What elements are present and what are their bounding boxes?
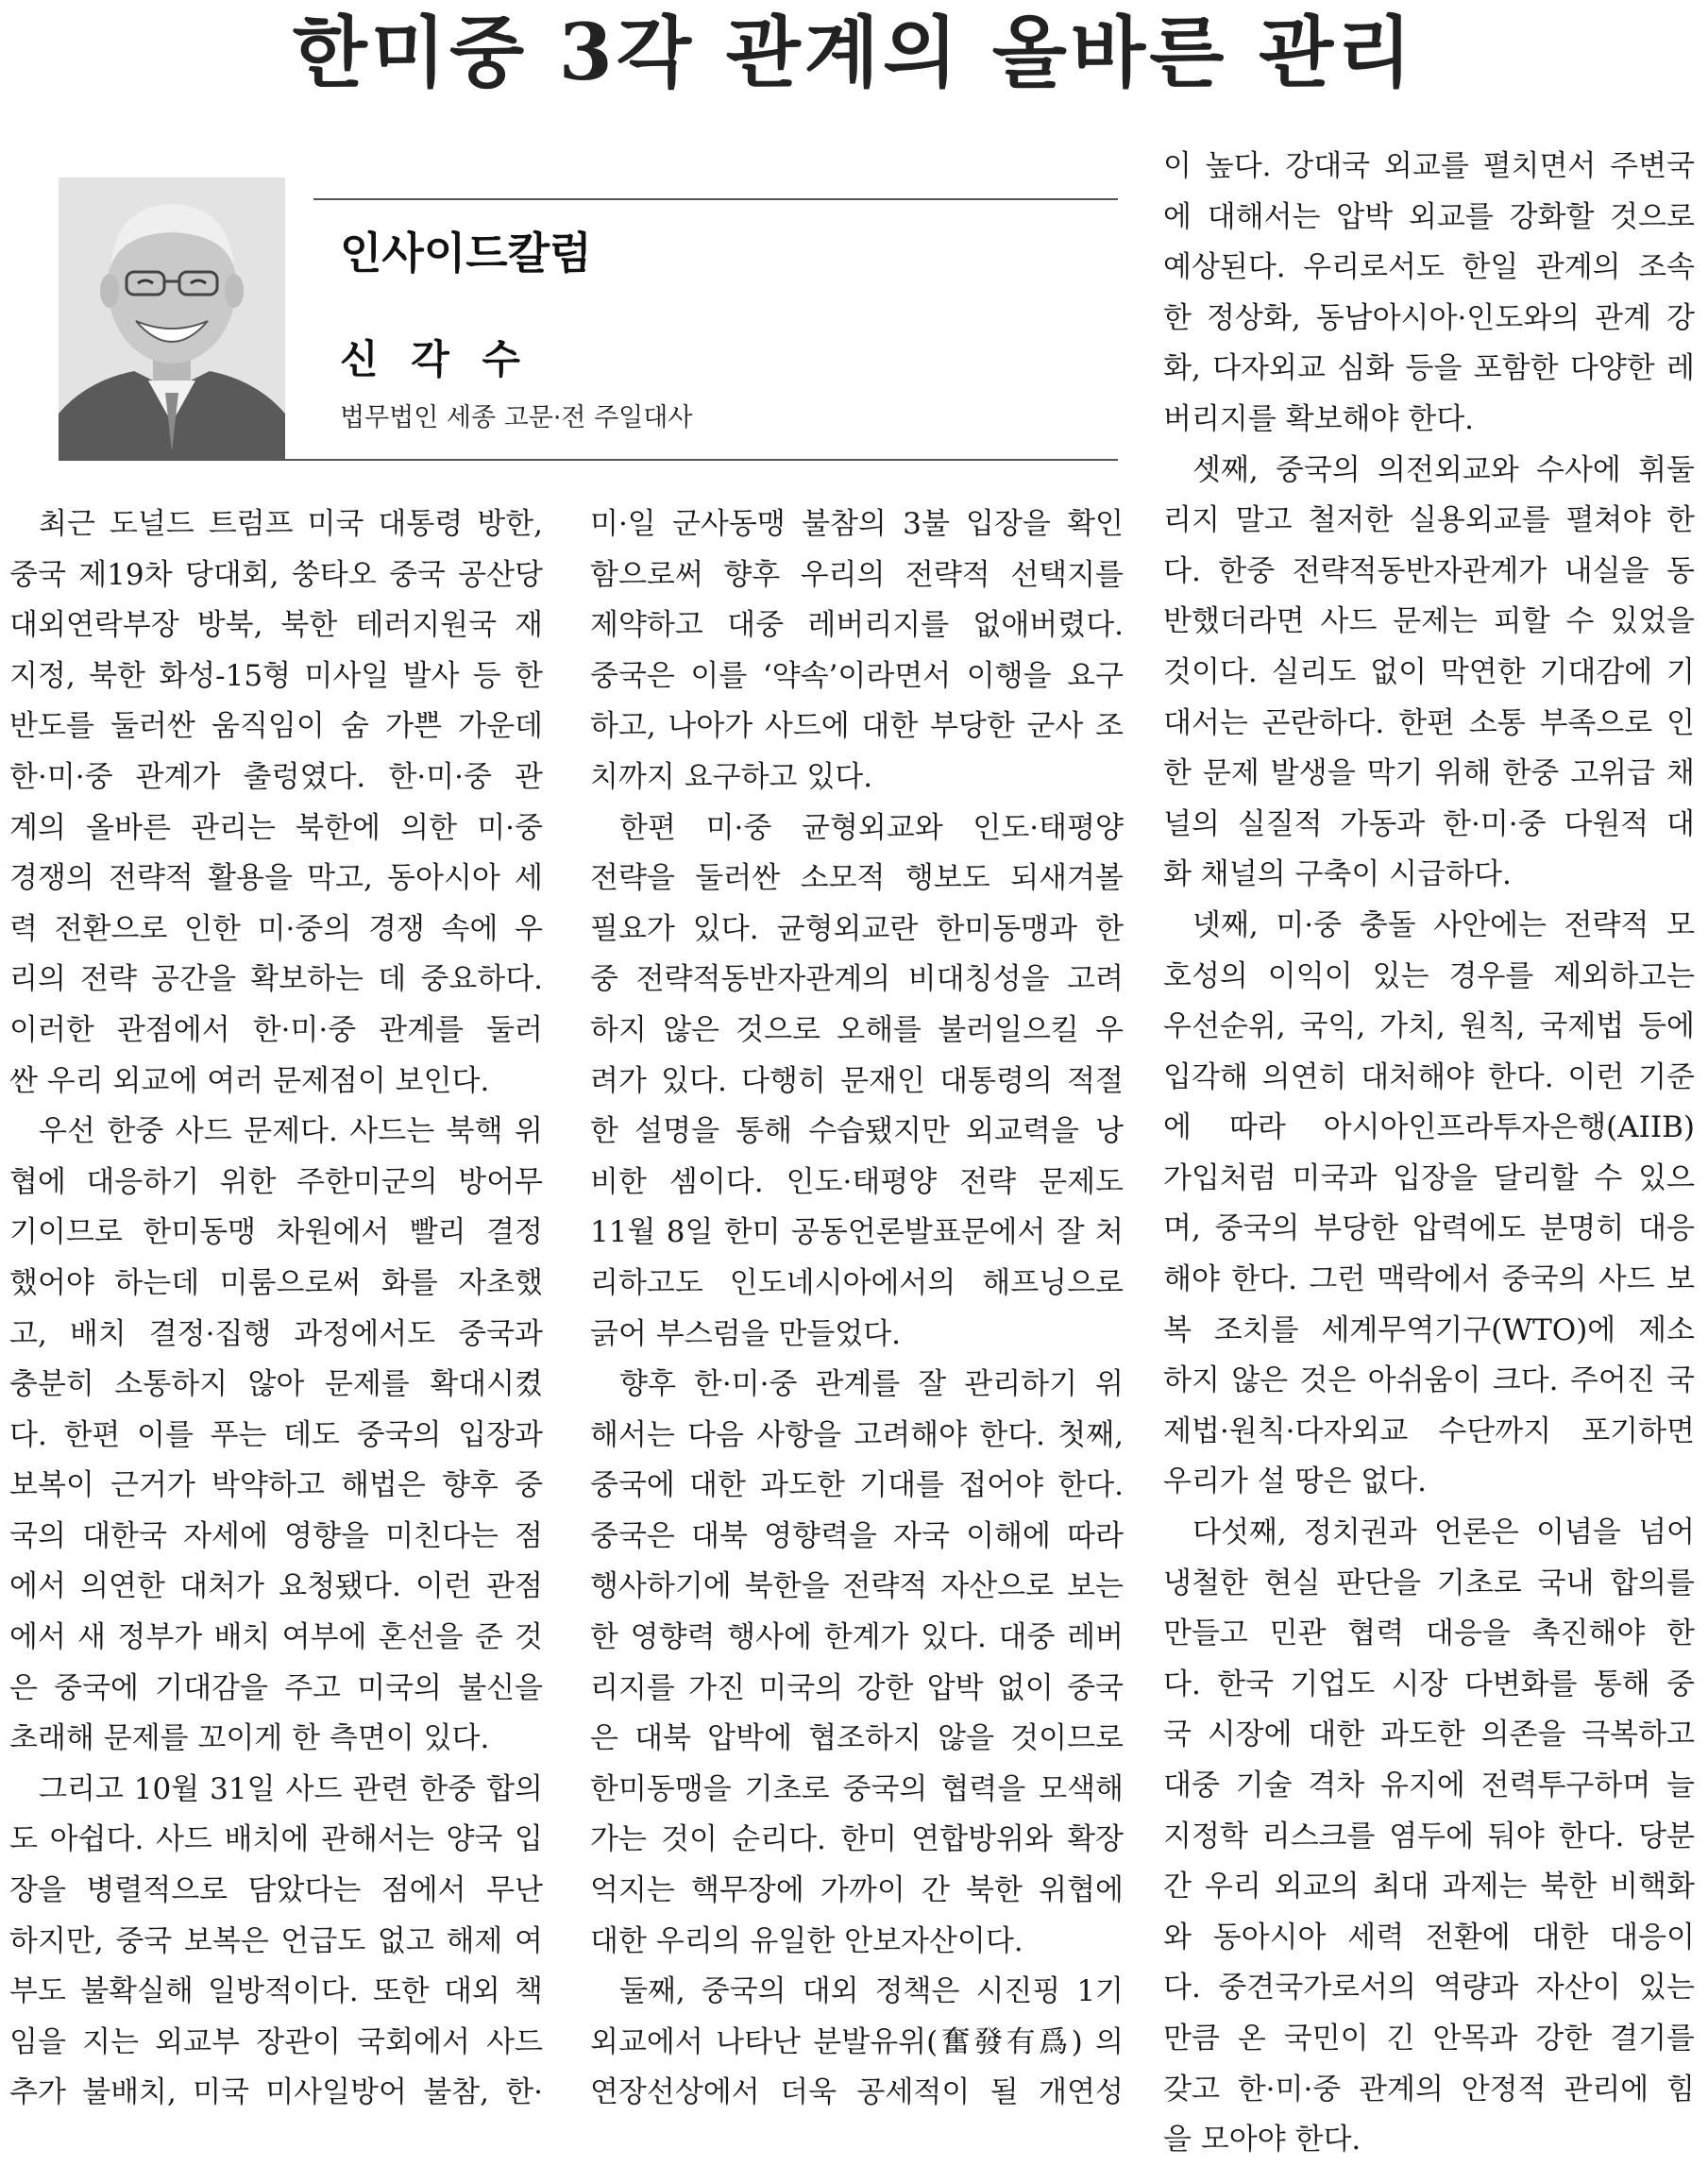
- article-line: 에서 의연한 대처가 요청됐다. 이런 관점: [9, 1569, 543, 1604]
- article-line: 냉철한 현실 판단을 기초로 국내 합의를: [1163, 1565, 1695, 1600]
- article-line: 긁어 부스럼을 만들었다.: [590, 1316, 902, 1351]
- article-line: 우리가 설 땅은 없다.: [1163, 1464, 1427, 1499]
- article-line: 중국은 대북 영향력을 자국 이해에 따라: [590, 1518, 1124, 1553]
- article-line: 국 시장에 대한 과도한 의존을 극복하고: [1163, 1718, 1695, 1752]
- author-title: 법무법인 세종 고문·전 주일대사: [340, 403, 693, 432]
- article-line: 에서 새 정부가 배치 여부에 혼선을 준 것: [9, 1620, 543, 1655]
- article-line: 11월 8일 한미 공동언론발표문에서 잘 처: [590, 1215, 1124, 1250]
- article-line: 간 우리 외교의 최대 과제는 북한 비핵화: [1163, 1870, 1695, 1904]
- article-line: 한 문제 발생을 막기 위해 한중 고위급 채: [1163, 756, 1695, 791]
- body-column-3: [1163, 142, 1695, 2166]
- article-line: 다. 한국 기업도 시장 다변화를 통해 중: [1163, 1667, 1695, 1701]
- article-line: 입각해 의연히 대처해야 한다. 이런 기준: [1163, 1059, 1695, 1094]
- article-line: 한 영향력 행사에 한계가 있다. 대중 레버: [590, 1620, 1124, 1655]
- article-line: 한 정상화, 동남아시아·인도와의 관계 강: [1163, 300, 1695, 335]
- article-line: 한편 미·중 균형외교와 인도·태평양: [619, 810, 1124, 845]
- article-line: 며, 중국의 부당한 압력에도 분명히 대응: [1163, 1211, 1695, 1246]
- article-line: 셋째, 중국의 의전외교와 수사에 휘둘: [1192, 452, 1695, 487]
- article-line: 중 전략적동반자관계의 비대칭성을 고려: [590, 962, 1124, 997]
- article-line: 지정학 리스크를 염두에 둬야 한다. 당분: [1163, 1819, 1695, 1853]
- article-line: 중국은 이를 ‘약속’이라면서 이행을 요구: [590, 658, 1124, 693]
- article-line: 제약하고 대중 레버리지를 없애버렸다.: [590, 608, 1124, 643]
- article-line: 만큼 온 국민이 긴 안목과 강한 결기를: [1163, 2021, 1695, 2056]
- article-line: 갖고 한·미·중 관계의 안정적 관리에 힘: [1163, 2072, 1695, 2107]
- article-line: 대한 우리의 유일한 안보자산이다.: [590, 1923, 1023, 1958]
- author-name: 신 각 수: [340, 336, 530, 382]
- article-line: 함으로써 향후 우리의 전략적 선택지를: [590, 557, 1124, 592]
- article-line: 싼 우리 외교에 여러 문제점이 보인다.: [9, 1063, 490, 1098]
- article-line: 화, 다자외교 심화 등을 포함한 다양한 레: [1163, 351, 1695, 386]
- header-bottom-rule: [59, 459, 1118, 461]
- article-line: 하지 않은 것으로 오해를 불러일으킬 우: [590, 1012, 1124, 1047]
- article-line: 중국 제19차 당대회, 쑹타오 중국 공산당: [9, 557, 543, 592]
- article-line: 와 동아시아 세력 전환에 대한 대응이: [1163, 1920, 1695, 1954]
- article-line: 대중 기술 격차 유지에 전력투구하며 늘: [1163, 1768, 1695, 1802]
- article-line: 했어야 하는데 미룸으로써 화를 자초했: [9, 1265, 543, 1300]
- article-line: 한미동맹을 기초로 중국의 협력을 모색해: [590, 1771, 1124, 1806]
- article-line: 미·일 군사동맹 불참의 3불 입장을 확인: [590, 507, 1124, 541]
- article-line: 가는 것이 순리다. 한미 연합방위와 확장: [590, 1822, 1124, 1857]
- article-line: 그리고 10월 31일 사드 관련 한중 합의: [39, 1771, 543, 1806]
- article-line: 부도 불확실해 일방적이다. 또한 대외 책: [9, 1974, 543, 2009]
- article-line: 협에 대응하기 위한 주한미군의 방어무: [9, 1164, 543, 1199]
- article-line: 보복이 근거가 박약하고 해법은 향후 중: [9, 1468, 543, 1503]
- article-line: 가입처럼 미국과 입장을 달리할 수 있으: [1163, 1160, 1695, 1195]
- article-line: 하지 않은 것은 아쉬움이 크다. 주어진 국: [1163, 1363, 1695, 1398]
- article-line: 추가 불배치, 미국 미사일방어 불참, 한·: [9, 2075, 543, 2110]
- article-line: 기이므로 한미동맹 차원에서 빨리 결정: [9, 1215, 543, 1250]
- article-line: 력 전환으로 인한 미·중의 경쟁 속에 우: [9, 911, 543, 946]
- article-line: 대외연락부장 방북, 북한 테러지원국 재: [9, 608, 543, 643]
- article-line: 둘째, 중국의 대외 정책은 시진핑 1기: [619, 1974, 1124, 2009]
- article-line: 에 따라 아시아인프라투자은행(AIIB): [1163, 1110, 1695, 1145]
- body-column-2: [590, 499, 1124, 2119]
- article-line: 연장선상에서 더욱 공세적이 될 개연성: [590, 2075, 1124, 2110]
- article-line: 하지만, 중국 보복은 언급도 없고 해제 여: [9, 1923, 543, 1958]
- portrait-illustration: [59, 178, 285, 461]
- article-line: 고, 배치 결정·집행 과정에서도 중국과: [9, 1316, 543, 1351]
- article-line: 치까지 요구하고 있다.: [590, 759, 873, 794]
- headline: 한미중 3각 관계의 올바른 관리: [292, 8, 1416, 98]
- article-line: 우선순위, 국익, 가치, 원칙, 국제법 등에: [1163, 1009, 1695, 1044]
- article-line: 려가 있다. 다행히 문재인 대통령의 적절: [590, 1063, 1124, 1098]
- article-line: 이러한 관점에서 한·미·중 관계를 둘러: [9, 1012, 543, 1047]
- article-line: 초래해 문제를 꼬이게 한 측면이 있다.: [9, 1721, 490, 1756]
- article-line: 리하고도 인도네시아에서의 해프닝으로: [590, 1265, 1124, 1300]
- article-line: 반했더라면 사드 문제는 피할 수 있었을: [1163, 604, 1695, 639]
- article-line: 해서는 다음 사항을 고려해야 한다. 첫째,: [590, 1417, 1124, 1452]
- article-line: 다섯째, 정치권과 언론은 이념을 넘어: [1192, 1515, 1695, 1550]
- article-line: 다. 중견국가로서의 역량과 자산이 있는: [1163, 1971, 1695, 2005]
- article-line: 리의 전략 공간을 확보하는 데 중요하다.: [9, 962, 543, 997]
- article-line: 억지는 핵무장에 가까이 간 북한 위협에: [590, 1873, 1124, 1908]
- body-column-1: [9, 499, 543, 2119]
- article-line: 이 높다. 강대국 외교를 펼치면서 주변국: [1163, 149, 1695, 183]
- article-line: 장을 병렬적으로 담았다는 점에서 무난: [9, 1873, 543, 1908]
- article-line: 향후 한·미·중 관계를 잘 관리하기 위: [619, 1367, 1124, 1402]
- article-line: 에 대해서는 압박 외교를 강화할 것으로: [1163, 199, 1695, 234]
- article-line: 만들고 민관 협력 대응을 촉진해야 한: [1163, 1616, 1695, 1651]
- article-line: 지정, 북한 화성-15형 미사일 발사 등 한: [9, 658, 543, 693]
- article-line: 한·미·중 관계가 출렁였다. 한·미·중 관: [9, 759, 543, 794]
- article-line: 화 채널의 구축이 시급하다.: [1163, 857, 1512, 892]
- article-line: 버리지를 확보해야 한다.: [1163, 401, 1475, 436]
- article-line: 널의 실질적 가동과 한·미·중 다원적 대: [1163, 806, 1695, 841]
- article-line: 외교에서 나타난 분발유위(奮發有爲) 의: [590, 2024, 1124, 2059]
- column-kicker: 인사이드칼럼: [340, 228, 592, 279]
- article-line: 대서는 곤란하다. 한편 소통 부족으로 인: [1163, 705, 1695, 740]
- article-line: 경쟁의 전략적 활용을 막고, 동아시아 세: [9, 861, 543, 896]
- article-line: 중국에 대한 과도한 기대를 접어야 한다.: [590, 1468, 1124, 1503]
- article-line: 제법·원칙·다자외교 수단까지 포기하면: [1163, 1413, 1695, 1448]
- article-line: 을 모아야 한다.: [1163, 2123, 1361, 2158]
- article-line: 복 조치를 세계무역기구(WTO)에 제소: [1163, 1312, 1695, 1347]
- article-line: 예상된다. 우리로서도 한일 관계의 조속: [1163, 250, 1695, 285]
- article-line: 은 중국에 기대감을 주고 미국의 불신을: [9, 1670, 543, 1705]
- article-line: 해야 한다. 그런 맥락에서 중국의 사드 보: [1163, 1262, 1695, 1297]
- article-line: 다. 한편 이를 푸는 데도 중국의 입장과: [9, 1417, 543, 1452]
- article-line: 최근 도널드 트럼프 미국 대통령 방한,: [39, 507, 543, 541]
- article-line: 우선 한중 사드 문제다. 사드는 북핵 위: [39, 1114, 543, 1149]
- article-line: 임을 지는 외교부 장관이 국회에서 사드: [9, 2024, 543, 2059]
- article-line: 충분히 소통하지 않아 문제를 확대시켰: [9, 1367, 543, 1402]
- article-line: 리지 말고 철저한 실용외교를 펼쳐야 한: [1163, 503, 1695, 538]
- article-line: 것이다. 실리도 없이 막연한 기대감에 기: [1163, 654, 1695, 689]
- article-line: 필요가 있다. 균형외교란 한미동맹과 한: [590, 911, 1124, 946]
- article-line: 계의 올바른 관리는 북한에 의한 미·중: [9, 810, 543, 845]
- article-line: 도 아쉽다. 사드 배치에 관해서는 양국 입: [9, 1822, 543, 1857]
- author-photo: [59, 178, 285, 461]
- article-line: 다. 한중 전략적동반자관계가 내실을 동: [1163, 553, 1695, 588]
- article-line: 은 대북 압박에 협조하지 않을 것이므로: [590, 1721, 1124, 1756]
- article-line: 하고, 나아가 사드에 대한 부당한 군사 조: [590, 709, 1124, 744]
- article-line: 호성의 이익이 있는 경우를 제외하고는: [1163, 958, 1695, 993]
- article-line: 한 설명을 통해 수습됐지만 외교력을 낭: [590, 1114, 1124, 1149]
- header-top-rule: [313, 198, 1118, 200]
- article-line: 넷째, 미·중 충돌 사안에는 전략적 모: [1192, 907, 1695, 942]
- article-line: 반도를 둘러싼 움직임이 숨 가쁜 가운데: [9, 709, 543, 744]
- article-line: 행사하기에 북한을 전략적 자산으로 보는: [590, 1569, 1124, 1604]
- article-line: 전략을 둘러싼 소모적 행보도 되새겨볼: [590, 861, 1124, 896]
- article-line: 리지를 가진 미국의 강한 압박 없이 중국: [590, 1670, 1124, 1705]
- article-line: 비한 셈이다. 인도·태평양 전략 문제도: [590, 1164, 1124, 1199]
- article-line: 국의 대한국 자세에 영향을 미친다는 점: [9, 1518, 543, 1553]
